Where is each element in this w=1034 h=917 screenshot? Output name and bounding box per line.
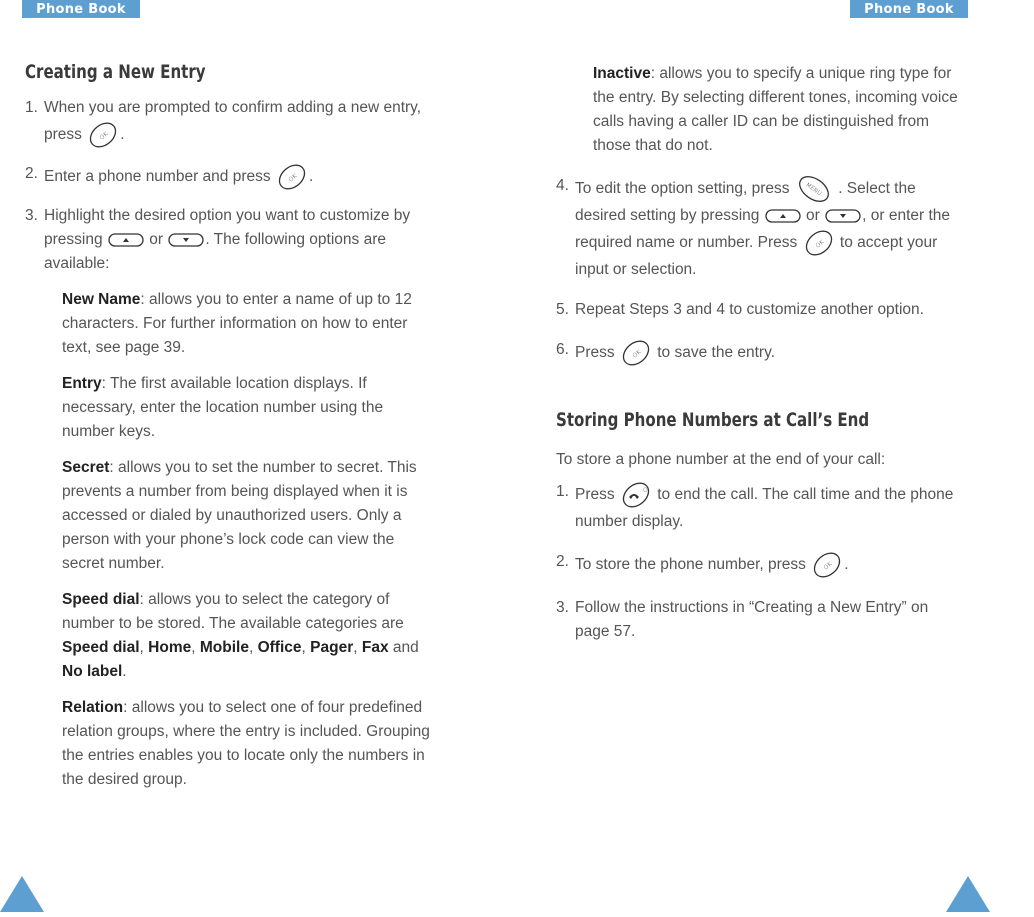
option-relation [25,696,435,792]
step-text-end: . [844,556,849,574]
step-text: To edit the option setting, press [575,180,790,198]
intro-text: To store a phone number at the end of your call: [556,451,886,468]
step-1 [25,96,435,150]
category-mobile: Mobile [199,639,249,656]
right-header-tab: Phone Book [850,0,968,18]
step-number: 1. [25,99,38,116]
page-number-left [0,876,73,912]
store-step-3 [556,596,966,644]
left-page [25,60,435,792]
or-text: or [806,207,820,224]
step-number: 6. [556,341,569,358]
and-text: and [392,639,419,656]
svg-text:OK: OK [631,348,643,360]
svg-text:MENU: MENU [804,181,823,198]
option-term: Speed dial [62,591,140,608]
option-description: : allows you to set the number to secret. This prevents a number from being displayed when it is accessed or dialed by unauthorized users. Only a person with your phone’s lock code can view the secret number. [62,459,417,572]
step-number: 3. [556,599,569,616]
option-term: Relation [62,699,124,716]
option-secret [25,456,435,576]
step-text-end: . The following options are available: [44,231,386,272]
store-step-1 [556,480,966,534]
option-description: : allows you to specify a unique ring type for the entry. By selecting different tones, incoming voice calls having a caller ID can be distinguished from those that do not. [593,65,958,154]
up-key-icon [764,208,802,224]
step-number: 1. [556,483,569,500]
step-number: 4. [556,177,569,194]
step-text: Follow the instructions in “Creating a New Entry” on page 57. [575,599,929,640]
left-header-tab: Phone Book [22,0,140,18]
option-description: : allows you to enter a name of up to 12 characters. For further information on how to enter text, see page 39. [62,291,412,356]
section-heading-call-end: Storing Phone Numbers at Call’s End [556,409,870,431]
step-6 [556,338,966,368]
page-number-triangle-icon [0,876,44,912]
page-number-triangle-icon [946,876,990,912]
step-number: 2. [556,553,569,570]
category-fax: Fax [361,639,389,656]
option-entry [25,372,435,444]
category-office: Office [257,639,302,656]
svg-text:OK: OK [287,172,299,184]
step-text-end: . [308,168,314,186]
down-key-icon [167,232,205,248]
step-text: Enter a phone number and press [44,168,271,186]
category-home: Home [148,639,192,656]
step-number: 5. [556,301,569,318]
option-term: New Name [62,291,141,308]
step-text: To store the phone number, press [575,556,806,574]
or-text: or [149,231,164,248]
option-speed-dial: Speed dial: allows you to select the category of number to be stored. The available categories are Speed dial, Home, Mobile, Office, Pager, Fax and No label. [62,591,419,680]
ok-key-icon [86,120,120,150]
category-pager: Pager [310,639,354,656]
ok-key-icon [802,228,836,258]
option-inactive [556,62,966,158]
step-4 [556,174,966,282]
right-page [556,62,966,644]
step-text: Press [575,486,615,504]
step-number: 2. [25,165,38,182]
option-new-name [25,288,435,360]
menu-key-icon [794,174,834,204]
ok-key-icon [275,162,309,192]
step-text-end: . [120,126,125,144]
option-term: Secret [62,459,110,476]
svg-text:OK: OK [98,130,110,142]
option-description: : The first available location displays. If necessary, enter the location number using the number keys. [62,375,384,440]
up-key-icon [107,232,145,248]
step-5 [556,298,966,322]
step-text: Repeat Steps 3 and 4 to customize another option. [575,301,924,318]
step-text-end: to save the entry. [657,344,775,362]
category-no-label: No label [62,663,123,680]
page-number-right [946,876,1019,912]
option-description: : allows you to select the category of number to be stored. The available categories are [62,591,404,632]
option-description: : allows you to select one of four predefined relation groups, where the entry is included. Grouping the entries enables you to locate only the numbers in the desired group. [62,699,430,788]
step-3 [25,204,435,276]
step-number: 3. [25,207,38,224]
category-speed-dial: Speed dial [62,639,140,656]
page-number-text: 56 [59,892,73,906]
store-step-2 [556,550,966,580]
option-term: Entry [62,375,102,392]
ok-key-icon [619,338,653,368]
step-text-end: to accept your input or selection. [575,234,938,278]
page-number-text: 57 [1005,892,1019,906]
end-call-key-icon [619,480,653,510]
section-heading-new-entry: Creating a New Entry [25,61,206,83]
svg-text:OK: OK [822,560,834,572]
option-term: Inactive [593,65,651,82]
step-text-end: to end the call. The call time and the phone number display. [575,486,954,530]
svg-text:O: O [642,487,648,494]
step-2 [25,162,435,192]
ok-key-icon [810,550,844,580]
step-text: . Select the desired setting by pressing [575,180,916,224]
svg-text:OK: OK [813,238,826,250]
step-text: , or enter the required name or number. Press [575,207,951,252]
step-text: Press [575,344,615,362]
step-text: When you are prompted to confirm adding a new entry, press [44,99,422,144]
down-key-icon [824,208,862,224]
step-text: Highlight the desired option you want to customize by pressing [44,207,411,248]
